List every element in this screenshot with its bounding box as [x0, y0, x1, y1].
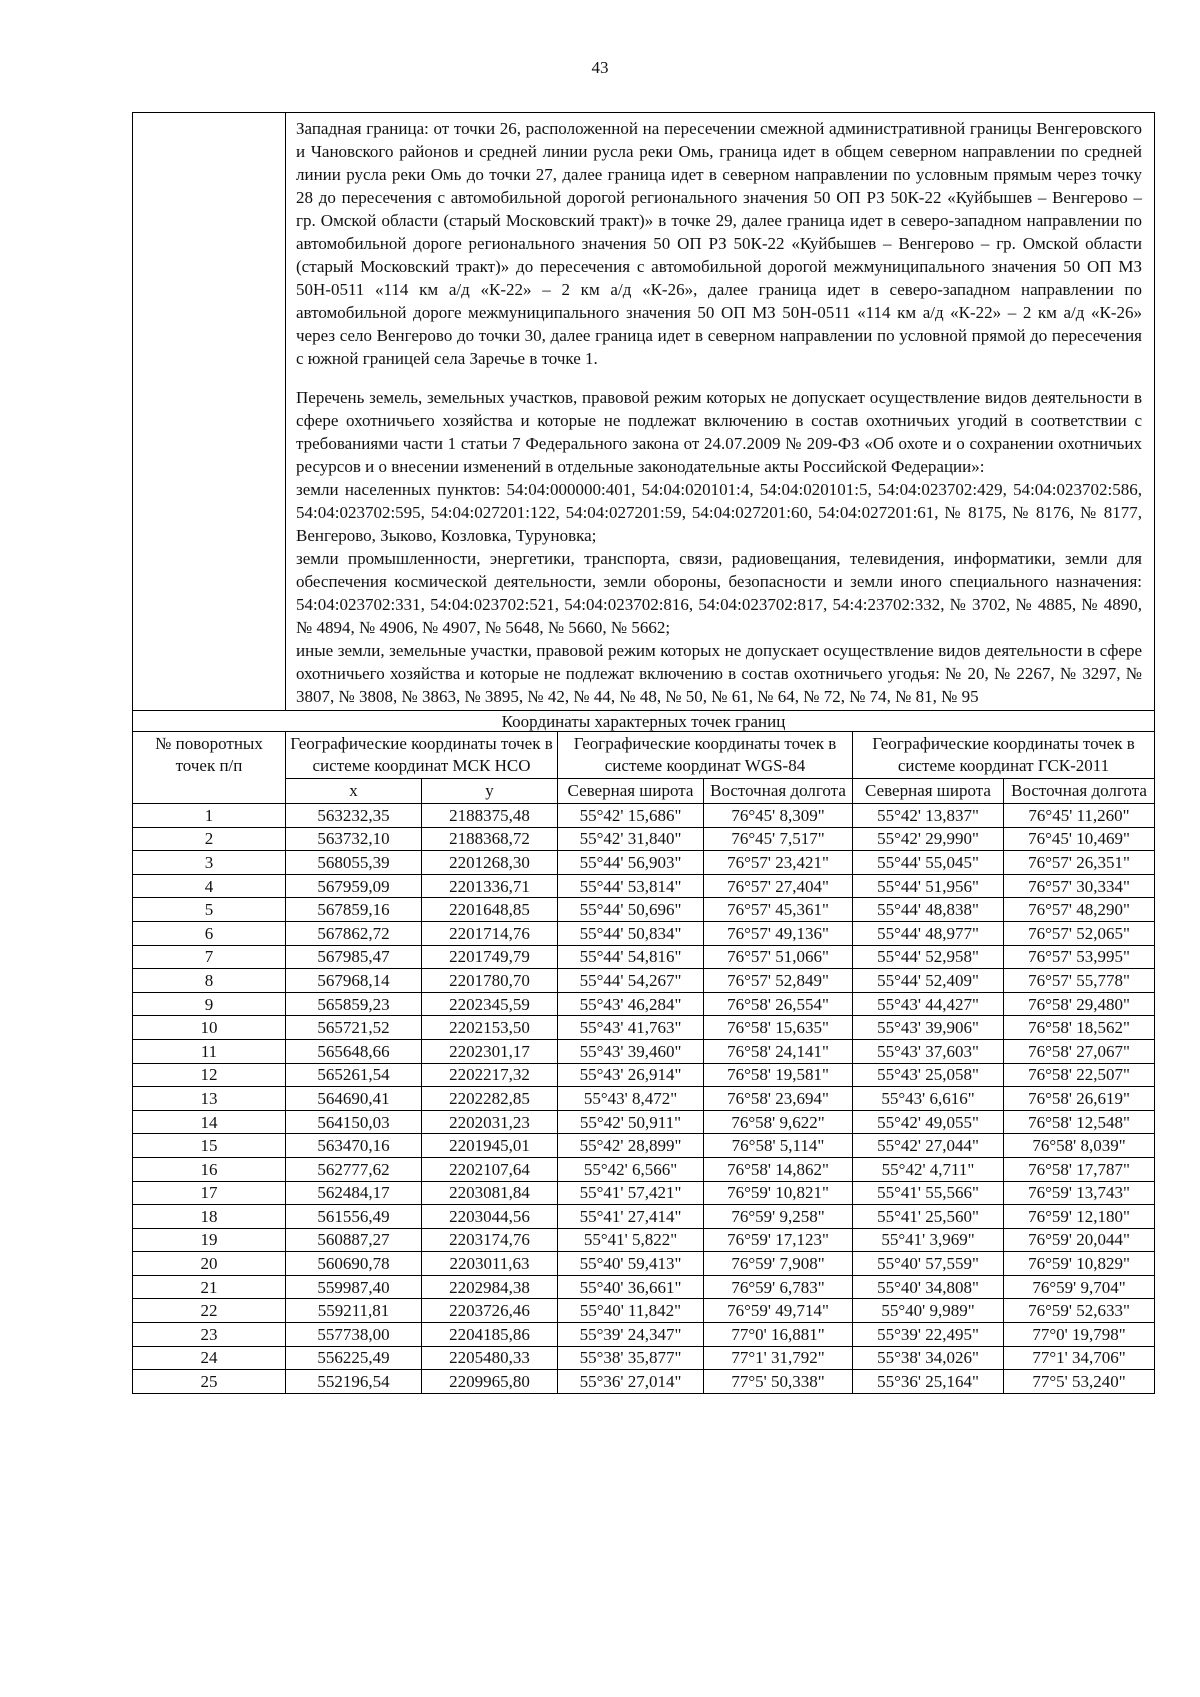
- wgs-latitude-cell: 55°43' 39,460": [558, 1039, 704, 1063]
- msk-x-cell: 552196,54: [286, 1370, 422, 1394]
- point-number-cell: 25: [133, 1370, 286, 1394]
- msk-y-cell: 2201749,79: [422, 945, 558, 969]
- msk-y-cell: 2203174,76: [422, 1228, 558, 1252]
- gsk-latitude-cell: 55°41' 55,566": [853, 1181, 1004, 1205]
- msk-y-cell: 2201714,76: [422, 921, 558, 945]
- wgs-latitude-cell: 55°44' 50,834": [558, 921, 704, 945]
- table-row: [133, 1039, 1155, 1063]
- page-number: 43: [591, 58, 609, 77]
- msk-x-cell: 557738,00: [286, 1323, 422, 1347]
- sub-x-header: x: [286, 779, 422, 804]
- point-number-cell: 9: [133, 992, 286, 1016]
- table-row: [133, 1299, 1155, 1323]
- gsk-longitude-cell: 77°1' 34,706": [1004, 1346, 1155, 1370]
- wgs-latitude-cell: 55°42' 15,686": [558, 804, 704, 828]
- msk-x-cell: 565261,54: [286, 1063, 422, 1087]
- point-number-cell: 4: [133, 874, 286, 898]
- group-wgs-header: Географические координаты точек в системе координат WGS-84: [558, 732, 853, 779]
- msk-x-cell: 562777,62: [286, 1157, 422, 1181]
- msk-x-cell: 565648,66: [286, 1039, 422, 1063]
- gsk-latitude-cell: 55°41' 3,969": [853, 1228, 1004, 1252]
- point-number-cell: 20: [133, 1252, 286, 1276]
- msk-y-cell: 2202153,50: [422, 1016, 558, 1040]
- wgs-latitude-cell: 55°42' 50,911": [558, 1110, 704, 1134]
- msk-y-cell: 2201648,85: [422, 898, 558, 922]
- msk-x-cell: 559211,81: [286, 1299, 422, 1323]
- header-row-1: [133, 732, 1155, 779]
- msk-y-cell: 2202282,85: [422, 1087, 558, 1111]
- gsk-latitude-cell: 55°39' 22,495": [853, 1323, 1004, 1347]
- point-number-cell: 6: [133, 921, 286, 945]
- point-number-cell: 13: [133, 1087, 286, 1111]
- boundary-table: [132, 112, 1155, 1394]
- gsk-longitude-cell: 77°0' 19,798": [1004, 1323, 1155, 1347]
- msk-y-cell: 2202031,23: [422, 1110, 558, 1134]
- wgs-latitude-cell: 55°43' 26,914": [558, 1063, 704, 1087]
- industry-lands-text: земли промышленности, энергетики, транспорта, связи, радиовещания, телевидения, информатики, земли для обеспечения космической деятельности, земли обороны, безопасности и земли иного специального назначения: 54:04:023702:331, 54:04:023702:521, 54:04:023702:816, 54:04:023702:817, 54:4:23702:332, № 3702, № 4885, № 4890, № 4894, № 4906, № 4907, № 5648, № 5660, № 5662;: [296, 549, 1142, 637]
- wgs-latitude-cell: 55°42' 31,840": [558, 827, 704, 851]
- wgs-longitude-cell: 76°58' 5,114": [704, 1134, 853, 1158]
- west-boundary-text: Западная граница: от точки 26, расположенной на пересечении смежной административной границы Венгеровского и Чановского районов и средней линии русла реки Омь, граница идет в общем северном направлении по средней линии русла реки Омь до точки 27, далее граница идет в северном направлении по условным прямым через точку 28 до пересечения с автомобильной дорогой регионального значения 50 ОП РЗ 50К-22 «Куйбышев – Венгерово – гр. Омской области (старый Московский тракт)» в точке 29, далее граница идет в северо-западном направлении по автомобильной дороге регионального значения 50 ОП РЗ 50К-22 «Куйбышев – Венгерово – гр. Омской области (старый Московский тракт)» до пересечения с автомобильной дорогой межмуниципального значения 50 ОП МЗ 50Н-0511 «114 км а/д «К-22» – 2 км а/д «К-26», далее граница идет в северо-западном направлении по автомобильной дороге межмуниципального значения 50 ОП МЗ 50Н-0511 «114 км а/д «К-22» – 2 км а/д «К-26» через село Венгерово до точки 30, далее граница идет в северном направлении по условной прямой до пересечения с южной границей села Заречье в точке 1.: [296, 119, 1142, 368]
- gsk-latitude-cell: 55°40' 9,989": [853, 1299, 1004, 1323]
- table-row: [133, 921, 1155, 945]
- wgs-latitude-cell: 55°36' 27,014": [558, 1370, 704, 1394]
- wgs-longitude-cell: 76°58' 9,622": [704, 1110, 853, 1134]
- wgs-latitude-cell: 55°43' 41,763": [558, 1016, 704, 1040]
- table-row: [133, 1181, 1155, 1205]
- gsk-latitude-cell: 55°43' 37,603": [853, 1039, 1004, 1063]
- wgs-latitude-cell: 55°44' 53,814": [558, 874, 704, 898]
- wgs-longitude-cell: 77°5' 50,338": [704, 1370, 853, 1394]
- gsk-longitude-cell: 76°45' 10,469": [1004, 827, 1155, 851]
- wgs-longitude-cell: 76°57' 52,849": [704, 969, 853, 993]
- msk-x-cell: 561556,49: [286, 1205, 422, 1229]
- msk-y-cell: 2201268,30: [422, 851, 558, 875]
- msk-x-cell: 564150,03: [286, 1110, 422, 1134]
- gsk-longitude-cell: 76°57' 55,778": [1004, 969, 1155, 993]
- msk-x-cell: 567985,47: [286, 945, 422, 969]
- gsk-longitude-cell: 76°58' 29,480": [1004, 992, 1155, 1016]
- table-row: [133, 1134, 1155, 1158]
- wgs-longitude-cell: 76°59' 49,714": [704, 1299, 853, 1323]
- msk-y-cell: 2202984,38: [422, 1275, 558, 1299]
- gsk-longitude-cell: 77°5' 53,240": [1004, 1370, 1155, 1394]
- gsk-longitude-cell: 76°57' 53,995": [1004, 945, 1155, 969]
- gsk-latitude-cell: 55°36' 25,164": [853, 1370, 1004, 1394]
- table-row: [133, 1157, 1155, 1181]
- gsk-longitude-cell: 76°58' 22,507": [1004, 1063, 1155, 1087]
- msk-x-cell: 567959,09: [286, 874, 422, 898]
- wgs-latitude-cell: 55°40' 36,661": [558, 1275, 704, 1299]
- gsk-latitude-cell: 55°44' 48,977": [853, 921, 1004, 945]
- gsk-longitude-cell: 76°58' 8,039": [1004, 1134, 1155, 1158]
- msk-x-cell: 564690,41: [286, 1087, 422, 1111]
- wgs-latitude-cell: 55°42' 28,899": [558, 1134, 704, 1158]
- wgs-longitude-cell: 76°45' 8,309": [704, 804, 853, 828]
- description-left-cell: [133, 113, 286, 711]
- table-row: [133, 1370, 1155, 1394]
- msk-y-cell: 2203726,46: [422, 1299, 558, 1323]
- wgs-latitude-cell: 55°43' 46,284": [558, 992, 704, 1016]
- point-number-cell: 11: [133, 1039, 286, 1063]
- gsk-latitude-cell: 55°41' 25,560": [853, 1205, 1004, 1229]
- gsk-longitude-cell: 76°59' 9,704": [1004, 1275, 1155, 1299]
- wgs-longitude-cell: 76°59' 17,123": [704, 1228, 853, 1252]
- wgs-latitude-cell: 55°40' 11,842": [558, 1299, 704, 1323]
- msk-x-cell: 563732,10: [286, 827, 422, 851]
- msk-x-cell: 556225,49: [286, 1346, 422, 1370]
- msk-x-cell: 563232,35: [286, 804, 422, 828]
- gsk-latitude-cell: 55°43' 25,058": [853, 1063, 1004, 1087]
- msk-x-cell: 568055,39: [286, 851, 422, 875]
- description-cell: [286, 113, 1155, 711]
- table-row: [133, 804, 1155, 828]
- gsk-latitude-cell: 55°42' 13,837": [853, 804, 1004, 828]
- msk-y-cell: 2203011,63: [422, 1252, 558, 1276]
- col-point-header: № поворотных точек п/п: [133, 732, 286, 804]
- msk-x-cell: 567859,16: [286, 898, 422, 922]
- lands-intro-text: Перечень земель, земельных участков, правовой режим которых не допускает осуществление видов деятельности в сфере охотничьего хозяйства и которые не подлежат включению в состав охотничьих угодий в соответствии с требованиями части 1 статьи 7 Федерального закона от 24.07.2009 № 209-ФЗ «Об охоте и о сохранении охотничьих ресурсов и о внесении изменений в отдельные законодательные акты Российской Федерации»:: [296, 388, 1142, 476]
- gsk-longitude-cell: 76°58' 12,548": [1004, 1110, 1155, 1134]
- point-number-cell: 15: [133, 1134, 286, 1158]
- wgs-longitude-cell: 76°57' 51,066": [704, 945, 853, 969]
- gsk-latitude-cell: 55°42' 49,055": [853, 1110, 1004, 1134]
- sub-y-header: y: [422, 779, 558, 804]
- msk-x-cell: 559987,40: [286, 1275, 422, 1299]
- point-number-cell: 24: [133, 1346, 286, 1370]
- msk-y-cell: 2202217,32: [422, 1063, 558, 1087]
- wgs-latitude-cell: 55°41' 5,822": [558, 1228, 704, 1252]
- gsk-latitude-cell: 55°43' 6,616": [853, 1087, 1004, 1111]
- gsk-latitude-cell: 55°44' 48,838": [853, 898, 1004, 922]
- wgs-longitude-cell: 76°58' 19,581": [704, 1063, 853, 1087]
- wgs-longitude-cell: 76°57' 45,361": [704, 898, 853, 922]
- point-number-cell: 17: [133, 1181, 286, 1205]
- group-gsk-header: Географические координаты точек в системе координат ГСК-2011: [853, 732, 1155, 779]
- wgs-longitude-cell: 76°57' 27,404": [704, 874, 853, 898]
- wgs-longitude-cell: 76°59' 9,258": [704, 1205, 853, 1229]
- point-number-cell: 19: [133, 1228, 286, 1252]
- wgs-latitude-cell: 55°44' 56,903": [558, 851, 704, 875]
- msk-y-cell: 2203081,84: [422, 1181, 558, 1205]
- gsk-longitude-cell: 76°58' 27,067": [1004, 1039, 1155, 1063]
- point-number-cell: 2: [133, 827, 286, 851]
- description-row: [133, 113, 1155, 711]
- point-number-cell: 7: [133, 945, 286, 969]
- wgs-longitude-cell: 76°57' 23,421": [704, 851, 853, 875]
- msk-y-cell: 2188375,48: [422, 804, 558, 828]
- gsk-latitude-cell: 55°44' 55,045": [853, 851, 1004, 875]
- msk-x-cell: 565859,23: [286, 992, 422, 1016]
- msk-y-cell: 2202107,64: [422, 1157, 558, 1181]
- point-number-cell: 22: [133, 1299, 286, 1323]
- wgs-longitude-cell: 76°58' 24,141": [704, 1039, 853, 1063]
- table-row: [133, 1228, 1155, 1252]
- wgs-longitude-cell: 77°0' 16,881": [704, 1323, 853, 1347]
- wgs-longitude-cell: 76°58' 26,554": [704, 992, 853, 1016]
- wgs-longitude-cell: 76°58' 14,862": [704, 1157, 853, 1181]
- table-row: [133, 1063, 1155, 1087]
- table-title-row: [133, 711, 1155, 732]
- msk-x-cell: 563470,16: [286, 1134, 422, 1158]
- wgs-latitude-cell: 55°44' 50,696": [558, 898, 704, 922]
- msk-x-cell: 565721,52: [286, 1016, 422, 1040]
- table-row: [133, 992, 1155, 1016]
- gsk-latitude-cell: 55°38' 34,026": [853, 1346, 1004, 1370]
- point-number-cell: 23: [133, 1323, 286, 1347]
- header-row-2: [133, 779, 1155, 804]
- gsk-latitude-cell: 55°43' 44,427": [853, 992, 1004, 1016]
- table-row: [133, 1087, 1155, 1111]
- gsk-longitude-cell: 76°58' 26,619": [1004, 1087, 1155, 1111]
- table-row: [133, 1252, 1155, 1276]
- table-row: [133, 1323, 1155, 1347]
- msk-y-cell: 2203044,56: [422, 1205, 558, 1229]
- msk-x-cell: 560887,27: [286, 1228, 422, 1252]
- point-number-cell: 14: [133, 1110, 286, 1134]
- msk-y-cell: 2201336,71: [422, 874, 558, 898]
- point-number-cell: 8: [133, 969, 286, 993]
- gsk-longitude-cell: 76°59' 12,180": [1004, 1205, 1155, 1229]
- wgs-longitude-cell: 76°58' 23,694": [704, 1087, 853, 1111]
- other-lands-text: иные земли, земельные участки, правовой режим которых не допускает осуществление видов деятельности в сфере охотничьего хозяйства и которые не подлежат включению в состав охотничьего угодья: № 20, № 2267, № 3297, № 3807, № 3808, № 3863, № 3895, № 42, № 44, № 48, № 50, № 61, № 64, № 72, № 74, № 81, № 95: [296, 641, 1142, 706]
- wgs-latitude-cell: 55°44' 54,267": [558, 969, 704, 993]
- wgs-latitude-cell: 55°42' 6,566": [558, 1157, 704, 1181]
- gsk-longitude-cell: 76°59' 10,829": [1004, 1252, 1155, 1276]
- msk-x-cell: 567862,72: [286, 921, 422, 945]
- gsk-latitude-cell: 55°44' 52,958": [853, 945, 1004, 969]
- msk-y-cell: 2202301,17: [422, 1039, 558, 1063]
- table-title: Координаты характерных точек границ: [133, 711, 1155, 732]
- gsk-latitude-cell: 55°42' 27,044": [853, 1134, 1004, 1158]
- point-number-cell: 3: [133, 851, 286, 875]
- msk-x-cell: 560690,78: [286, 1252, 422, 1276]
- table-row: [133, 945, 1155, 969]
- point-number-cell: 12: [133, 1063, 286, 1087]
- wgs-longitude-cell: 76°57' 49,136": [704, 921, 853, 945]
- gsk-lon-header: Восточная долгота: [1004, 779, 1155, 804]
- msk-y-cell: 2204185,86: [422, 1323, 558, 1347]
- gsk-latitude-cell: 55°42' 29,990": [853, 827, 1004, 851]
- table-row: [133, 898, 1155, 922]
- gsk-longitude-cell: 76°57' 26,351": [1004, 851, 1155, 875]
- gsk-longitude-cell: 76°57' 52,065": [1004, 921, 1155, 945]
- gsk-latitude-cell: 55°43' 39,906": [853, 1016, 1004, 1040]
- gsk-lat-header: Северная широта: [853, 779, 1004, 804]
- wgs-longitude-cell: 76°59' 7,908": [704, 1252, 853, 1276]
- wgs-longitude-cell: 77°1' 31,792": [704, 1346, 853, 1370]
- wgs-longitude-cell: 76°45' 7,517": [704, 827, 853, 851]
- table-row: [133, 851, 1155, 875]
- wgs-longitude-cell: 76°58' 15,635": [704, 1016, 853, 1040]
- gsk-longitude-cell: 76°57' 30,334": [1004, 874, 1155, 898]
- wgs-lat-header: Северная широта: [558, 779, 704, 804]
- wgs-latitude-cell: 55°41' 57,421": [558, 1181, 704, 1205]
- gsk-latitude-cell: 55°40' 34,808": [853, 1275, 1004, 1299]
- wgs-longitude-cell: 76°59' 10,821": [704, 1181, 853, 1205]
- gsk-longitude-cell: 76°59' 52,633": [1004, 1299, 1155, 1323]
- wgs-latitude-cell: 55°43' 8,472": [558, 1087, 704, 1111]
- point-number-cell: 10: [133, 1016, 286, 1040]
- table-row: [133, 1205, 1155, 1229]
- msk-y-cell: 2209965,80: [422, 1370, 558, 1394]
- wgs-lon-header: Восточная долгота: [704, 779, 853, 804]
- msk-y-cell: 2201780,70: [422, 969, 558, 993]
- point-number-cell: 1: [133, 804, 286, 828]
- point-number-cell: 21: [133, 1275, 286, 1299]
- gsk-latitude-cell: 55°40' 57,559": [853, 1252, 1004, 1276]
- gsk-longitude-cell: 76°57' 48,290": [1004, 898, 1155, 922]
- table-row: [133, 827, 1155, 851]
- table-row: [133, 969, 1155, 993]
- gsk-longitude-cell: 76°58' 17,787": [1004, 1157, 1155, 1181]
- wgs-latitude-cell: 55°44' 54,816": [558, 945, 704, 969]
- group-msk-header: Географические координаты точек в системе координат МСК НСО: [286, 732, 558, 779]
- table-row: [133, 874, 1155, 898]
- msk-y-cell: 2201945,01: [422, 1134, 558, 1158]
- msk-y-cell: 2205480,33: [422, 1346, 558, 1370]
- point-number-cell: 5: [133, 898, 286, 922]
- msk-y-cell: 2202345,59: [422, 992, 558, 1016]
- wgs-latitude-cell: 55°40' 59,413": [558, 1252, 704, 1276]
- wgs-longitude-cell: 76°59' 6,783": [704, 1275, 853, 1299]
- gsk-latitude-cell: 55°44' 51,956": [853, 874, 1004, 898]
- gsk-longitude-cell: 76°59' 20,044": [1004, 1228, 1155, 1252]
- gsk-longitude-cell: 76°58' 18,562": [1004, 1016, 1155, 1040]
- gsk-latitude-cell: 55°44' 52,409": [853, 969, 1004, 993]
- table-row: [133, 1275, 1155, 1299]
- msk-x-cell: 562484,17: [286, 1181, 422, 1205]
- msk-x-cell: 567968,14: [286, 969, 422, 993]
- gsk-longitude-cell: 76°59' 13,743": [1004, 1181, 1155, 1205]
- table-row: [133, 1016, 1155, 1040]
- table-row: [133, 1110, 1155, 1134]
- wgs-latitude-cell: 55°38' 35,877": [558, 1346, 704, 1370]
- table-row: [133, 1346, 1155, 1370]
- msk-y-cell: 2188368,72: [422, 827, 558, 851]
- point-number-cell: 16: [133, 1157, 286, 1181]
- settlements-text: земли населенных пунктов: 54:04:000000:401, 54:04:020101:4, 54:04:020101:5, 54:04:023702:429, 54:04:023702:586, 54:04:023702:595, 54:04:027201:122, 54:04:027201:59, 54:04:027201:60, 54:04:027201:61, № 8175, № 8176, № 8177, Венгерово, Зыково, Козловка, Туруновка;: [296, 480, 1142, 545]
- gsk-longitude-cell: 76°45' 11,260": [1004, 804, 1155, 828]
- gsk-latitude-cell: 55°42' 4,711": [853, 1157, 1004, 1181]
- wgs-latitude-cell: 55°41' 27,414": [558, 1205, 704, 1229]
- point-number-cell: 18: [133, 1205, 286, 1229]
- wgs-latitude-cell: 55°39' 24,347": [558, 1323, 704, 1347]
